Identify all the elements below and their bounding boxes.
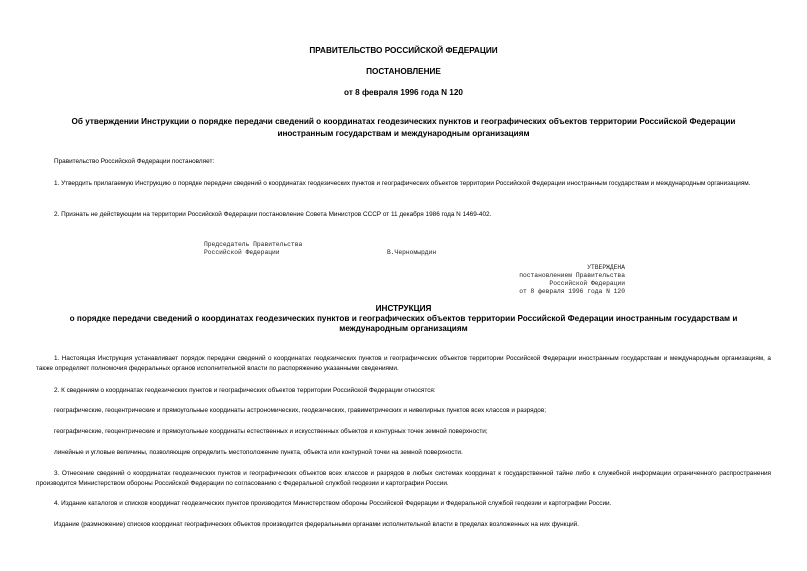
- document-title: [30, 116, 777, 140]
- instruction-paragraph-7: 4. Издание каталогов и списков координат геодезических пунктов производится Министерством обороны Российской Федерации и Федеральной службой геодезии и картографии России.: [54, 500, 612, 507]
- doc-type-heading: ПОСТАНОВЛЕНИЕ: [366, 67, 441, 76]
- instruction-paragraph-2: 2. К сведениям о координатах геодезических пунктов и географических объектов территории Российской Федерации относятся:: [54, 387, 436, 394]
- signature-name: В.Черномырдин: [387, 249, 437, 256]
- instruction-paragraph-1: 1. Настоящая Инструкция устанавливает порядок передачи сведений о координатах геодезических пунктов и географических объектов территории Российской Федерации иностранным государствам и международным организациям, а также определяет полномочия федеральных органов исполнительной власти по распоряжению указанными сведениями.: [36, 355, 771, 372]
- instruction-paragraph-4: географические, геоцентрические и прямоугольные координаты естественных и искусственных объектов и контурных точек земной поверхности;: [54, 428, 488, 435]
- resolution-intro: Правительство Российской Федерации постановляет:: [54, 158, 215, 165]
- instruction-paragraph-6: 3. Отнесение сведений о координатах геодезических пунктов и географических объектов всех классов и разрядов в любых системах координат к государственной тайне либо к служебной информации ограниченного распространения производится Министерством обороны Российской Федерации по согласованию с Федеральной службой геодезии и картографии России.: [36, 470, 771, 487]
- instruction-paragraph-5: линейные и угловые величины, позволяющие определить местоположение пункта, объекта или контурной точки на земной поверхности.: [54, 449, 463, 456]
- approval-line1: УТВЕРЖДЕНА: [587, 264, 625, 271]
- signature-position-line1: Председатель Правительства: [204, 241, 303, 248]
- instruction-subtitle-line1: о порядке передачи сведений о координатах геодезических пунктов и географических объектов территории Российской Федерации иностранным государствам и: [69, 314, 738, 323]
- instruction-paragraph-3: географические, геоцентрические и прямоугольные координаты астрономических, геодезических, гравиметрических и нивелирных пунктов всех классов и разрядов;: [54, 407, 547, 414]
- org-heading: ПРАВИТЕЛЬСТВО РОССИЙСКОЙ ФЕДЕРАЦИИ: [309, 46, 498, 55]
- instruction-subtitle: [30, 314, 777, 334]
- document-title-line1: Об утверждении Инструкции о порядке передачи сведений о координатах геодезических пунктов и географических объектов территории Российской Федерации: [71, 117, 736, 126]
- date-number: от 8 февраля 1996 года N 120: [344, 88, 463, 97]
- instruction-heading: ИНСТРУКЦИЯ: [375, 304, 432, 313]
- approval-line4: от 8 февраля 1996 года N 120: [519, 288, 625, 295]
- resolution-item-1: 1. Утвердить прилагаемую Инструкцию о порядке передачи сведений о координатах геодезических пунктов и географических объектов территории Российской Федерации иностранным государствам и международным организациям.: [54, 180, 751, 187]
- signature-position-line2: Российской Федерации: [204, 249, 280, 256]
- instruction-paragraph-8: Издание (размножение) списков координат географических объектов производится федеральными органами исполнительной власти в пределах возложенных на них функций.: [54, 521, 580, 528]
- approval-line3: Российской Федерации: [549, 280, 625, 287]
- instruction-subtitle-line2: международным организациям: [339, 324, 468, 333]
- resolution-item-2: 2. Признать не действующим на территории Российской Федерации постановление Совета Министров СССР от 11 декабря 1986 года N 1469-402.: [54, 211, 492, 218]
- document-title-line2: иностранным государствам и международным организациям: [277, 129, 530, 138]
- approval-line2: постановлением Правительства: [519, 272, 625, 279]
